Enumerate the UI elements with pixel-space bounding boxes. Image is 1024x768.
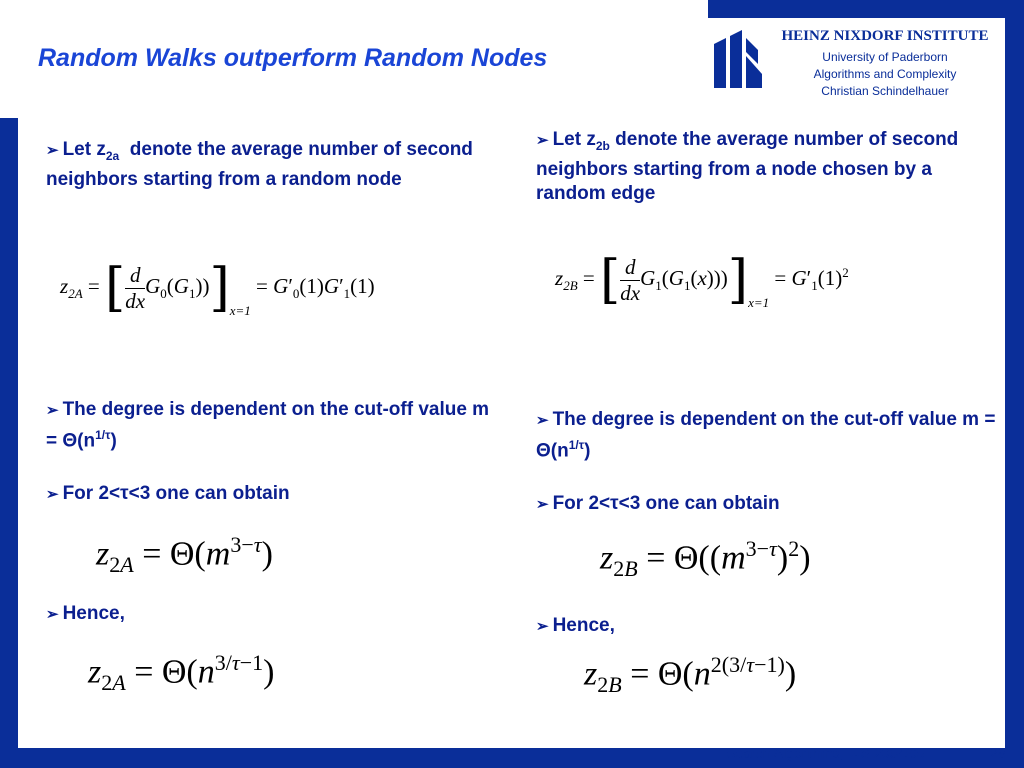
right-equation-theta-n: $z_{2B} = \Theta(n^{2(3/\tau-1)})$ xyxy=(584,652,797,698)
bullet-arrow-icon: ➢ xyxy=(536,496,549,513)
right-equation-derivative: $z_{2B}$ = [ $\frac{d}{dx}$ $G_1(G_1(x)))]_{x=1} = G'_1(1)^2$ xyxy=(555,250,849,310)
right-frame-bar xyxy=(1005,0,1024,748)
left-equation-theta-m: $z_{2A} = \Theta(m^{3-\tau})$ xyxy=(96,532,273,578)
left-bullet-definition: ➢ Let $z_{2a}$ denote the average number of second neighbors starting from a random node xyxy=(46,139,473,190)
institute-line: University of Paderborn xyxy=(822,50,948,64)
institute-line: Algorithms and Complexity xyxy=(813,67,957,81)
left-equation-theta-n: $z_{2A} = \Theta(n^{3/\tau-1})$ xyxy=(88,650,275,696)
bullet-arrow-icon: ➢ xyxy=(46,402,59,419)
institute-name: HEINZ NIXDORF INSTITUTE xyxy=(781,28,989,44)
left-bullet-degree: ➢ The degree is dependent on the cut-off value $m = \Theta(n^{1/\tau})$ xyxy=(46,399,490,452)
right-bullet-hence: ➢ Hence, xyxy=(536,615,615,636)
bullet-arrow-icon: ➢ xyxy=(536,132,549,149)
page-number: 28 xyxy=(990,745,1006,761)
bullet-arrow-icon: ➢ xyxy=(46,606,59,623)
bullet-arrow-icon: ➢ xyxy=(46,142,59,159)
left-frame-bar xyxy=(0,118,18,748)
right-bullet-definition: ➢ Let $z_{2b}$ denote the average number of second neighbors starting from a node chosen by a random edge xyxy=(536,129,959,204)
left-equation-derivative: $z_{2A}$ = [ $\frac{d}{dx}$ $G_0(G_1))]_{x=1} = G'_0(1)G'_1(1)$ xyxy=(60,258,375,318)
left-bullet-hence: ➢ Hence, xyxy=(46,603,125,624)
slide-title: Random Walks outperform Random Nodes xyxy=(38,44,548,72)
right-bullet-degree: ➢ The degree is dependent on the cut-off value $m = \Theta(n^{1/\tau})$ xyxy=(536,409,996,462)
institute-logo-icon xyxy=(714,30,762,88)
right-bullet-obtain: ➢ For 2<τ<3 one can obtain xyxy=(536,493,780,514)
bullet-arrow-icon: ➢ xyxy=(46,486,59,503)
institute-line: Christian Schindelhauer xyxy=(821,84,949,98)
bullet-arrow-icon: ➢ xyxy=(536,618,549,635)
institute-block xyxy=(760,28,1010,100)
bullet-arrow-icon: ➢ xyxy=(536,412,549,429)
left-bullet-obtain: ➢ For 2<τ<3 one can obtain xyxy=(46,483,290,504)
top-frame-bar xyxy=(708,0,1024,18)
footer-course: Search Algorithms, WS 2004/05 xyxy=(726,745,925,761)
right-equation-theta-m: $z_{2B} = \Theta((m^{3-\tau})^2)$ xyxy=(600,536,811,582)
